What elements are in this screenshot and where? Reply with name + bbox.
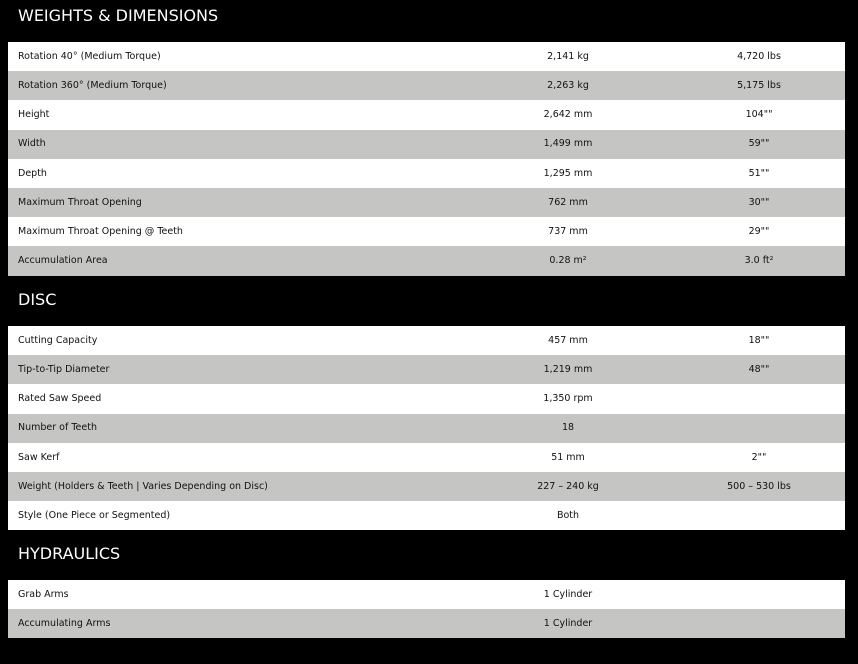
- row-metric-value: 0.28 m²: [463, 246, 673, 275]
- table-row: [8, 355, 845, 384]
- row-label: Accumulation Area: [8, 246, 463, 275]
- row-imperial-value: 48"": [673, 355, 845, 384]
- row-metric-value: 1,350 rpm: [463, 384, 673, 413]
- table-row: [8, 384, 845, 413]
- row-metric-value: 2,263 kg: [463, 71, 673, 100]
- row-label: Saw Kerf: [8, 443, 463, 472]
- table-row: [8, 443, 845, 472]
- table-row: [8, 326, 845, 355]
- row-metric-value: 1,219 mm: [463, 355, 673, 384]
- section-title-hydraulics: HYDRAULICS: [18, 544, 121, 563]
- table-row: [8, 414, 845, 443]
- row-imperial-value: 3.0 ft²: [673, 246, 845, 275]
- row-metric-value: 1 Cylinder: [463, 609, 673, 638]
- row-metric-value: 51 mm: [463, 443, 673, 472]
- row-label: Maximum Throat Opening: [8, 188, 463, 217]
- row-label: Rated Saw Speed: [8, 384, 463, 413]
- row-imperial-value: [673, 609, 845, 638]
- table-row: [8, 188, 845, 217]
- table-row: [8, 42, 845, 71]
- row-label: Depth: [8, 159, 463, 188]
- row-imperial-value: [673, 501, 845, 530]
- row-metric-value: 457 mm: [463, 326, 673, 355]
- row-metric-value: 737 mm: [463, 217, 673, 246]
- row-imperial-value: 500 – 530 lbs: [673, 472, 845, 501]
- row-imperial-value: 5,175 lbs: [673, 71, 845, 100]
- section-title-weights-dimensions: WEIGHTS & DIMENSIONS: [18, 6, 219, 25]
- row-label: Weight (Holders & Teeth | Varies Depending on Disc): [8, 472, 463, 501]
- row-metric-value: 1,499 mm: [463, 130, 673, 159]
- row-label: Height: [8, 100, 463, 129]
- row-metric-value: Both: [463, 501, 673, 530]
- row-label: Accumulating Arms: [8, 609, 463, 638]
- table-row: [8, 130, 845, 159]
- row-imperial-value: [673, 414, 845, 443]
- row-metric-value: 227 – 240 kg: [463, 472, 673, 501]
- table-row: [8, 217, 845, 246]
- row-imperial-value: [673, 580, 845, 609]
- disc-table: [8, 326, 845, 530]
- row-label: Number of Teeth: [8, 414, 463, 443]
- row-label: Cutting Capacity: [8, 326, 463, 355]
- table-row: [8, 472, 845, 501]
- weights-dimensions-table: [8, 42, 845, 276]
- table-row: [8, 501, 845, 530]
- row-imperial-value: 4,720 lbs: [673, 42, 845, 71]
- row-metric-value: 1 Cylinder: [463, 580, 673, 609]
- table-row: [8, 580, 845, 609]
- table-row: [8, 609, 845, 638]
- row-label: Style (One Piece or Segmented): [8, 501, 463, 530]
- row-metric-value: 762 mm: [463, 188, 673, 217]
- table-row: [8, 100, 845, 129]
- row-imperial-value: 18"": [673, 326, 845, 355]
- row-label: Width: [8, 130, 463, 159]
- row-imperial-value: [673, 384, 845, 413]
- row-label: Maximum Throat Opening @ Teeth: [8, 217, 463, 246]
- row-label: Rotation 360° (Medium Torque): [8, 71, 463, 100]
- row-metric-value: 2,642 mm: [463, 100, 673, 129]
- row-imperial-value: 104"": [673, 100, 845, 129]
- row-label: Tip-to-Tip Diameter: [8, 355, 463, 384]
- hydraulics-table: [8, 580, 845, 638]
- section-title-disc: DISC: [18, 290, 57, 309]
- table-row: [8, 246, 845, 275]
- row-imperial-value: 51"": [673, 159, 845, 188]
- table-row: [8, 71, 845, 100]
- row-label: Rotation 40° (Medium Torque): [8, 42, 463, 71]
- row-metric-value: 1,295 mm: [463, 159, 673, 188]
- row-imperial-value: 29"": [673, 217, 845, 246]
- row-label: Grab Arms: [8, 580, 463, 609]
- row-metric-value: 18: [463, 414, 673, 443]
- row-imperial-value: 2"": [673, 443, 845, 472]
- row-imperial-value: 30"": [673, 188, 845, 217]
- row-metric-value: 2,141 kg: [463, 42, 673, 71]
- row-imperial-value: 59"": [673, 130, 845, 159]
- table-row: [8, 159, 845, 188]
